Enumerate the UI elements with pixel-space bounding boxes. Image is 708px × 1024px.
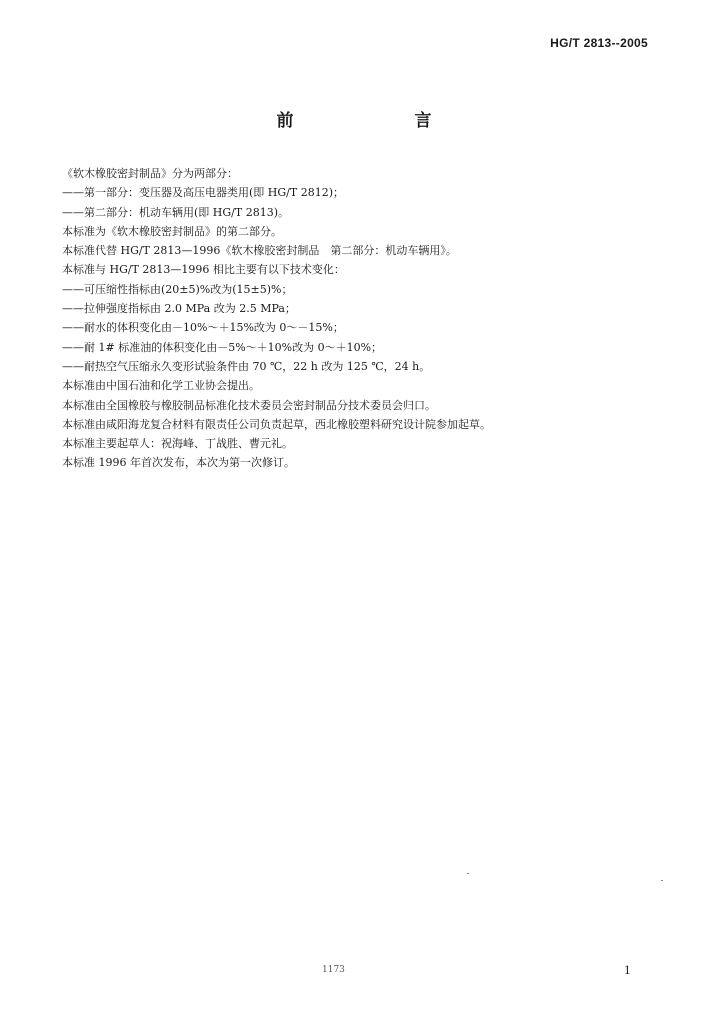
paragraph: 本标准与 HG/T 2813—1996 相比主要有以下技术变化： (62, 263, 345, 277)
paragraph: ——拉伸强度指标由 2.0 MPa 改为 2.5 MPa； (62, 302, 296, 316)
page-title: 前 言 (276, 111, 484, 131)
paragraph: ——耐热空气压缩永久变形试验条件由 70 ℃，22 h 改为 125 ℃，24 h。 (62, 359, 431, 373)
paragraph: 本标准代替 HG/T 2813—1996《软木橡胶密封制品 第二部分：机动车辆用》。 (62, 244, 457, 258)
paragraph: ——耐 1# 标准油的体积变化由－5%～＋10%改为 0～＋10%； (62, 340, 383, 354)
foreword-body (62, 164, 662, 473)
standard-number: HG/T 2813--2005 (550, 36, 648, 50)
paragraph: ——可压缩性指标由(20±5)%改为(15±5)%； (62, 282, 293, 296)
paragraph: ——第一部分：变压器及高压电器类用(即 HG/T 2812)； (62, 186, 344, 200)
paragraph: 本标准由全国橡胶与橡胶制品标准化技术委员会密封制品分技术委员会归口。 (62, 398, 436, 412)
paragraph: 本标准由咸阳海龙复合材料有限责任公司负责起草，西北橡胶塑料研究设计院参加起草。 (62, 417, 491, 431)
paragraph: 本标准由中国石油和化学工业协会提出。 (62, 379, 260, 393)
paragraph: ——耐水的体积变化由－10%～＋15%改为 0～－15%； (62, 321, 344, 335)
scan-speck (467, 873, 469, 874)
paragraph: 《软木橡胶密封制品》分为两部分： (62, 167, 238, 180)
page-number: 1 (624, 962, 631, 977)
paragraph: ——第二部分：机动车辆用(即 HG/T 2813)。 (62, 205, 289, 219)
paragraph: 本标准为《软木橡胶密封制品》的第二部分。 (62, 224, 282, 238)
page-code: 1173 (322, 965, 345, 975)
scan-speck (661, 880, 663, 881)
paragraph: 本标准主要起草人：祝海峰、丁战胜、曹元礼。 (62, 437, 293, 451)
paragraph: 本标准 1996 年首次发布，本次为第一次修订。 (62, 456, 295, 470)
